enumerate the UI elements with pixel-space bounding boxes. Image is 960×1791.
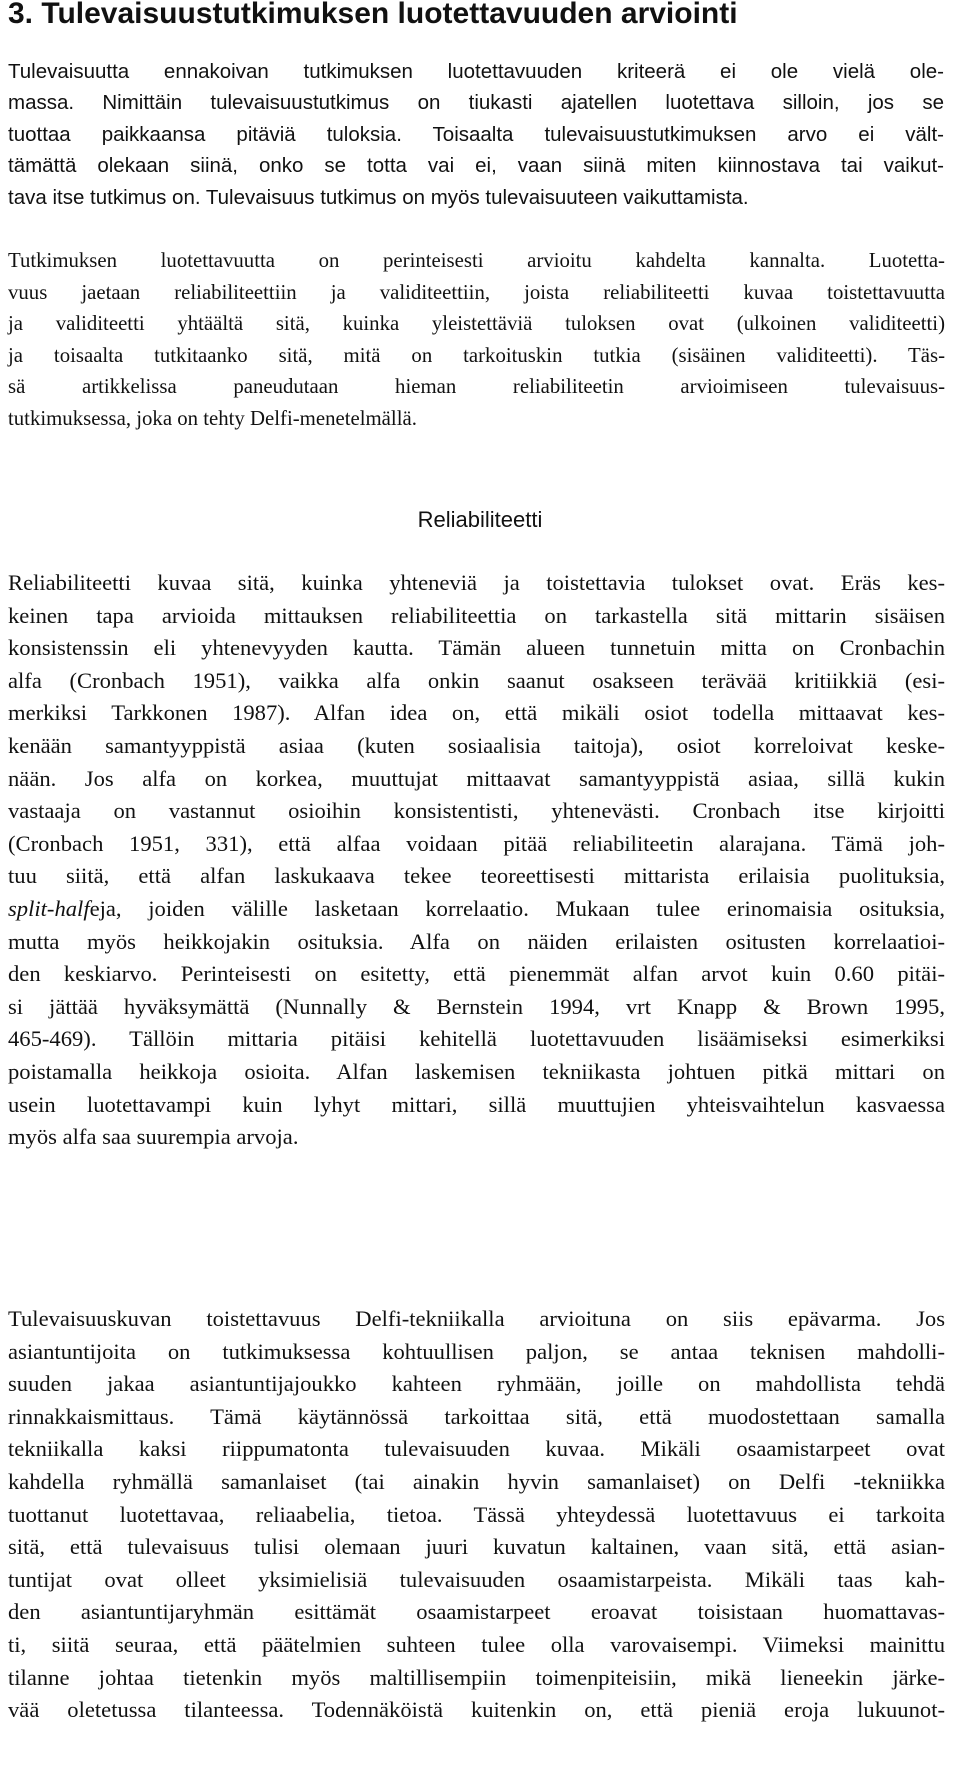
text-line: kenään samantyyppistä asiaa (kuten sosiaalisia taitoja), osiot korreloivat keske- [8,732,945,758]
text-line: ja validiteetti yhtäältä sitä, kuinka yleistettäviä tuloksen ovat (ulkoinen validiteetti) [8,312,945,336]
section-heading: 3. Tulevaisuustutkimuksen luotettavuuden arviointi [8,0,738,30]
text-line: konsistenssin eli yhtenevyyden kautta. Tämän alueen tunnetuin mitta on Cronbachin [8,635,945,661]
text-line: poistamalla heikkoja osioita. Alfan laskemisen tekniikasta johtuen pitkä mittari on [8,1058,945,1084]
text-line: sitä, että tulevaisuus tulisi olemaan juuri kuvatun kaltainen, vaan sitä, että asian- [8,1534,945,1560]
text-line: den keskiarvo. Perinteisesti on esitetty, että pienemmät alfan arvot kuin 0.60 pitäi- [8,961,945,987]
text-line: tuu siitä, että alfan laskukaava tekee teoreettisesti mittarista erilaisia puolituksia, [8,863,945,889]
text-line: tuntijat ovat olleet yksimielisiä tulevaisuuden osaamistarpeista. Mikäli taas kah- [8,1566,945,1592]
text-line: Tulevaisuutta ennakoivan tutkimuksen luotettavuuden kriteerä ei ole vielä ole- [8,60,944,83]
subsection-heading: Reliabiliteetti [417,507,543,532]
text-line: kahdella ryhmällä samanlaiset (tai ainakin hyvin samanlaiset) on Delfi -tekniikka [8,1468,945,1494]
text-line: nään. Jos alfa on korkea, muuttujat mittaavat samantyyppistä asiaa, sillä kukin [8,765,945,791]
text-line: si jättää hyväksymättä (Nunnally & Bernstein 1994, vrt Knapp & Brown 1995, [8,993,945,1019]
text-line: keinen tapa arvioida mittauksen reliabiliteettia on tarkastella sitä mittarin sisäisen [8,602,945,628]
text-line: 465-469). Tällöin mittaria pitäisi kehitellä luotettavuuden lisäämiseksi esimerkiksi [8,1026,945,1052]
text-line: usein luotettavampi kuin lyhyt mittari, sillä muuttujien yhteisvaihtelun kasvaessa [8,1091,945,1117]
text-line: suuden jakaa asiantuntijajoukko kahteen ryhmään, joille on mahdollista tehdä [8,1371,945,1397]
text-line: Tutkimuksen luotettavuutta on perinteisesti arvioitu kahdelta kannalta. Luotetta- [8,249,945,272]
reliability-validity-paragraph [8,245,945,435]
text-line: Reliabiliteetti kuvaa sitä, kuinka yhteneviä ja toistettavia tulokset ovat. Eräs kes- [8,570,945,595]
text-line: myös alfa saa suurempia arvoja. [8,1124,299,1150]
text-line: rinnakkaismittaus. Tämä käytännössä tarkoittaa sitä, että muodostettaan samalla [8,1403,945,1429]
text-line [8,893,945,926]
italic-term: split-half [8,895,90,921]
delfi-paragraph [8,1303,945,1727]
text-line: vää oletetussa tilanteessa. Todennäköistä kuitenkin on, että pieniä eroja lukuunot- [8,1697,945,1723]
text-line: merkiksi Tarkkonen 1987). Alfan idea on, että mikäli osiot todella mittaavat kes- [8,700,945,726]
text-line: (Cronbach 1951, 331), että alfaa voidaan pitää reliabiliteetin alarajana. Tämä joh- [8,830,945,856]
text-line: tämättä olekaan siinä, onko se totta vai ei, vaan siinä miten kiinnostava tai vaikut- [8,154,944,178]
text-line: vastaaja on vastannut osioihin konsistentisti, yhtenevästi. Cronbach itse kirjoitti [8,798,945,824]
reliability-paragraph [8,567,945,1154]
text-line: ti, siitä seuraa, että päätelmien suhteen tulee olla varovaisempi. Viimeksi mainittu [8,1631,945,1657]
text-line: tuottanut luotettavaa, reliaabelia, tietoa. Tässä yhteydessä luotettavuus ei tarkoita [8,1501,945,1527]
text-line: massa. Nimittäin tulevaisuustutkimus on tiukasti ajatellen luotettava silloin, jos se [8,91,944,115]
text-line: sä artikkelissa paneudutaan hieman reliabiliteetin arvioimiseen tulevaisuus- [8,375,945,399]
text-line: asiantuntijoita on tutkimuksessa kohtuullisen paljon, se antaa teknisen mahdolli- [8,1338,945,1364]
intro-paragraph [8,56,944,213]
text-line: ja toisaalta tutkitaanko sitä, mitä on tarkoituskin tutkia (sisäinen validiteetti). Täs- [8,343,945,367]
text-line: vuus jaetaan reliabiliteettiin ja validiteettiin, joista reliabiliteetti kuvaa toistettavuutta [8,280,945,304]
text-line: Tulevaisuuskuvan toistettavuus Delfi-tekniikalla arvioituna on siis epävarma. Jos [8,1306,945,1331]
text-line: tava itse tutkimus on. Tulevaisuus tutkimus on myös tulevaisuuteen vaikuttamista. [8,185,749,209]
text-line: alfa (Cronbach 1951), vaikka alfa onkin saanut osakseen terävää kritiikkiä (esi- [8,667,945,693]
text-line: tekniikalla kaksi riippumatonta tulevaisuuden kuvaa. Mikäli osaamistarpeet ovat [8,1436,945,1462]
text-line: tutkimuksessa, joka on tehty Delfi-menetelmällä. [8,406,417,430]
text-line-rest: eja, joiden välille lasketaan korrelaatio. Mukaan tulee erinomaisia osituksia, [89,895,945,921]
text-line: den asiantuntijaryhmän esittämät osaamistarpeet eroavat toisistaan huomattavas- [8,1599,945,1625]
text-line: tuottaa paikkaansa pitäviä tuloksia. Toisaalta tulevaisuustutkimuksen arvo ei vält- [8,122,944,146]
text-line: tilanne johtaa tietenkin myös maltillisempiin toimenpiteisiin, mikä lieneekin järke- [8,1664,945,1690]
text-line: mutta myös heikkojakin osituksia. Alfa on näiden erilaisten ositusten korrelaatioi- [8,928,945,954]
